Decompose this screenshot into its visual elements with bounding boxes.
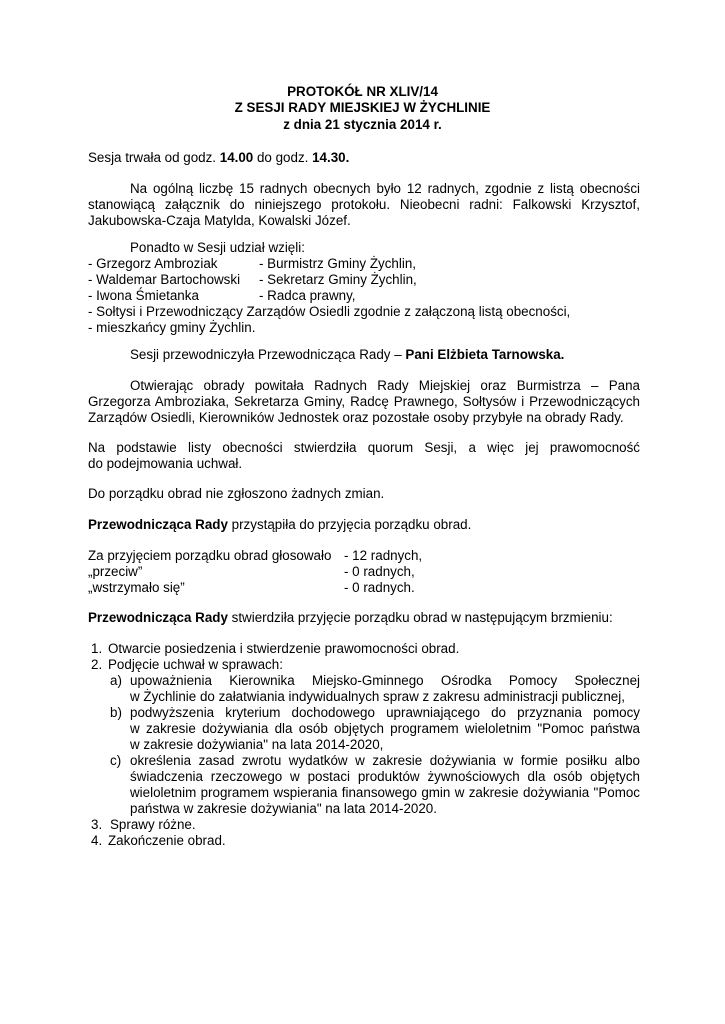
agenda-item-text: Podjęcie uchwał w sprawach: (108, 657, 283, 672)
participant-name: - Waldemar Bartochowski (88, 272, 241, 287)
agenda-item-number: 4. (91, 833, 103, 848)
participant-name: - Grzegorz Ambroziak (88, 256, 218, 271)
agenda-subitem-line: państwa w zakresie dożywiania" na lata 2014-2020. (130, 801, 437, 816)
agenda-subitem-letter: b) (110, 705, 122, 720)
session-end-time: 14.30. (312, 150, 350, 165)
agenda-item-text: Sprawy różne. (110, 817, 196, 832)
opening-line-2: Grzegorza Ambroziaka, Sekretarza Gminy, Radcę Prawnego, Sołtysów i Przewodniczących (88, 394, 640, 409)
participant-role: - Burmistrz Gminy Żychlin, (259, 256, 416, 271)
agenda-subitem-line: wieloletnim programem wspierania finansowego gmin w zakresie dożywiania "Pomoc (130, 785, 640, 800)
participant-role: - Sekretarz Gminy Żychlin, (259, 272, 417, 287)
agenda-subitem-letter: a) (110, 673, 122, 688)
agenda-stated-chair: Przewodnicząca Rady (88, 610, 228, 625)
agenda-stated (88, 610, 640, 627)
session-duration-prefix: Sesja trwała od godz. (88, 150, 220, 165)
vote-value-abstain: - 0 radnych. (344, 580, 415, 595)
vote-value-against: - 0 radnych, (344, 564, 415, 579)
session-chair-text: Sesji przewodniczyła Przewodnicząca Rady – (130, 347, 406, 362)
participants-intro: Ponadto w Sesji udział wzięli: (130, 240, 305, 255)
vote-label-abstain: „wstrzymało się” (88, 580, 185, 595)
agenda-item-number: 1. (91, 641, 103, 656)
agenda-adoption (88, 517, 640, 534)
agenda-subitem-line: w zakresie dożywiania dla osób objętych programem wieloletnim "Pomoc państwa (130, 721, 640, 736)
agenda-item-number: 3. (91, 817, 103, 832)
vote-value-for: - 12 radnych, (344, 548, 423, 563)
quorum-line-2: do podejmowania uchwał. (88, 456, 243, 471)
attendance-line-3: Jakubowska-Czaja Matylda, Kowalski Józef. (88, 213, 351, 228)
protocol-title-number: PROTOKÓŁ NR XLIV/14 (287, 84, 438, 99)
agenda-subitem-line: świadczenia rzeczowego w postaci produktów żywnościowych dla osób objętych (130, 769, 640, 784)
opening-line-3: Zarządów Osiedli, Kierowników Jednostek oraz pozostałe osoby przybyłe na obrady Rady. (88, 410, 624, 425)
participant-other: - Sołtysi i Przewodniczący Zarządów Osiedli zgodnie z załączoną listą obecności, (88, 304, 571, 319)
session-chair-name: Pani Elżbieta Tarnowska. (405, 347, 565, 362)
session-chair (88, 347, 640, 364)
protocol-title-date: z dnia 21 stycznia 2014 r. (283, 117, 442, 132)
agenda-adoption-text: przystąpiła do przyjęcia porządku obrad. (227, 517, 472, 532)
quorum-line-1: Na podstawie listy obecności stwierdziła quorum Sesji, a więc jej prawomocność (88, 440, 640, 455)
no-changes-note: Do porządku obrad nie zgłoszono żadnych zmian. (88, 486, 385, 501)
attendance-line-1: Na ogólną liczbę 15 radnych obecnych było 12 radnych, zgodnie z listą obecności (130, 181, 640, 196)
agenda-item-text: Otwarcie posiedzenia i stwierdzenie prawomocności obrad. (108, 641, 460, 656)
participant-role: - Radca prawny, (259, 288, 356, 303)
opening-line-1: Otwierając obrady powitała Radnych Rady Miejskiej oraz Burmistrza – Pana (130, 378, 640, 393)
agenda-item-text: Zakończenie obrad. (108, 833, 226, 848)
session-duration (88, 150, 640, 167)
agenda-stated-text: stwierdziła przyjęcie porządku obrad w następującym brzmieniu: (227, 610, 613, 625)
session-start-time: 14.00 (219, 150, 254, 165)
participant-other: - mieszkańcy gminy Żychlin. (88, 320, 256, 335)
agenda-subitem-letter: c) (110, 753, 122, 768)
attendance-line-2: stanowiącą załącznik do niniejszego protokołu. Nieobecni radni: Falkowski Krzysztof, (88, 197, 640, 212)
agenda-subitem-line: podwyższenia kryterium dochodowego uprawniającego do przyznania pomocy (130, 705, 640, 720)
agenda-subitem-line: w zakresie dożywiania" na lata 2014-2020, (130, 737, 384, 752)
vote-label-against: „przeciw” (88, 564, 143, 579)
participant-name: - Iwona Śmietanka (88, 288, 199, 303)
agenda-subitem-line: upoważnienia Kierownika Miejsko-Gminnego Ośrodka Pomocy Społecznej (130, 673, 640, 688)
vote-label-for: Za przyjęciem porządku obrad głosowało (88, 548, 332, 563)
agenda-adoption-chair: Przewodnicząca Rady (88, 517, 228, 532)
session-duration-middle: do godz. (253, 150, 313, 165)
agenda-subitem-line: określenia zasad zwrotu wydatków w zakresie dożywiania w formie posiłku albo (130, 753, 640, 768)
agenda-subitem-line: w Żychlinie do załatwiania indywidualnych spraw z zakresu administracji publicznej, (130, 689, 625, 704)
agenda-item-number: 2. (91, 657, 103, 672)
protocol-title-session: Z SESJI RADY MIEJSKIEJ W ŻYCHLINIE (234, 100, 491, 115)
